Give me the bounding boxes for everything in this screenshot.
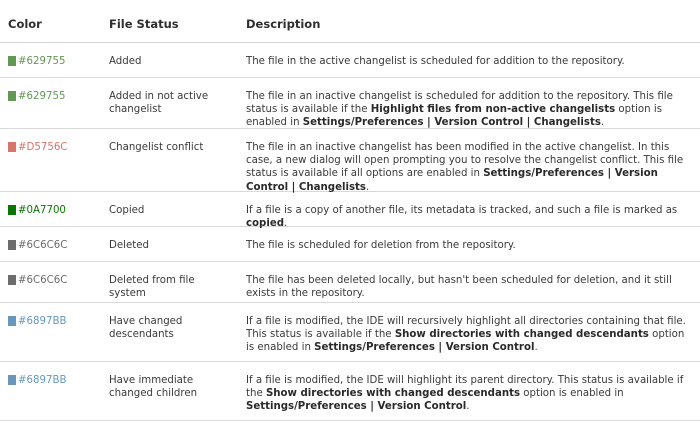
description-cell xyxy=(246,90,690,130)
file-status-cell: Deleted from file system xyxy=(109,275,195,300)
color-swatch xyxy=(8,205,16,215)
description-cell xyxy=(246,239,690,252)
description-emphasis: copied xyxy=(246,218,285,230)
color-cell xyxy=(8,374,66,387)
description-text: option is enabled in xyxy=(520,388,624,400)
table-header xyxy=(0,0,700,43)
table-row xyxy=(0,362,700,421)
color-hex-label: #6897BB xyxy=(18,375,67,386)
description-text: If a file is modified, the IDE will highlight its parent directory. This status is available if the xyxy=(246,375,684,400)
description-text: If a file is a copy of another file, its metadata is tracked, and such a file is marked as xyxy=(246,205,678,216)
description-text: option is enabled in xyxy=(246,104,663,129)
color-swatch xyxy=(8,375,16,385)
color-hex-label: #6897BB xyxy=(18,316,67,327)
description-text: The file in an inactive changelist is scheduled for addition to the repository. This file status is available if the xyxy=(246,91,673,116)
color-cell xyxy=(8,274,67,287)
color-cell xyxy=(8,204,66,217)
description-cell xyxy=(246,55,690,68)
description-emphasis: Show directories with changed descendants xyxy=(265,388,521,400)
description-emphasis: Settings/Preferences | Version Control xyxy=(314,342,535,354)
description-text: . xyxy=(365,181,370,193)
description-text: option is enabled in xyxy=(246,329,685,354)
table-row xyxy=(0,43,700,78)
color-cell xyxy=(8,315,66,328)
file-status-cell: Added xyxy=(109,56,142,67)
color-cell xyxy=(8,90,65,103)
description-text: . xyxy=(466,401,470,413)
file-status-cell: Added in not active changelist xyxy=(109,91,209,116)
table-row xyxy=(0,192,700,230)
color-hex-label: #D5756C xyxy=(18,142,68,153)
table-row xyxy=(0,303,700,362)
description-text: The file has been deleted locally, but hasn't been scheduled for deletion, and it still exists in the repository. xyxy=(246,275,672,300)
table-row xyxy=(0,129,700,192)
description-text: If a file is modified, the IDE will recursively highlight all directories containing that file. This status is available if the xyxy=(246,316,686,341)
description-emphasis: Settings/Preferences | Version Control | Changelists xyxy=(302,117,601,129)
description-emphasis: Highlight files from non-active changelists xyxy=(370,104,616,116)
description-text: The file is scheduled for deletion from the repository. xyxy=(246,240,516,251)
description-cell xyxy=(246,274,690,300)
table-row xyxy=(0,262,700,303)
file-status-cell: Copied xyxy=(109,205,145,216)
header-color: Color xyxy=(8,17,42,31)
description-emphasis: Settings/Preferences | Version Control xyxy=(246,401,467,413)
color-cell xyxy=(8,55,65,68)
color-hex-label: #6C6C6C xyxy=(18,240,68,251)
description-cell xyxy=(246,141,690,194)
description-emphasis: Show directories with changed descendants xyxy=(394,329,649,341)
description-cell xyxy=(246,374,690,414)
description-text: . xyxy=(600,117,605,129)
description-emphasis: Settings/Preferences | Version Control | Changelists xyxy=(246,168,658,193)
table-row xyxy=(0,227,700,262)
table-row xyxy=(0,78,700,129)
description-text: The file in the active changelist is scheduled for addition to the repository. xyxy=(246,56,625,67)
description-text: . xyxy=(284,218,288,230)
table-body xyxy=(0,43,700,421)
description-text: . xyxy=(534,342,538,354)
description-cell xyxy=(246,315,690,355)
file-status-cell: Deleted xyxy=(109,240,149,251)
color-swatch xyxy=(8,142,16,152)
file-status-cell: Changelist conflict xyxy=(109,142,204,153)
color-hex-label: #629755 xyxy=(18,91,66,102)
file-status-cell: Have immediate changed children xyxy=(109,375,198,400)
color-hex-label: #0A7700 xyxy=(18,205,66,216)
color-hex-label: #6C6C6C xyxy=(18,275,68,286)
color-hex-label: #629755 xyxy=(18,56,66,67)
color-cell xyxy=(8,239,67,252)
header-description: Description xyxy=(246,17,321,31)
color-swatch xyxy=(8,56,16,66)
color-swatch xyxy=(8,91,16,101)
header-file-status: File Status xyxy=(109,17,179,31)
color-swatch xyxy=(8,316,16,326)
file-status-cell: Have changed descendants xyxy=(109,316,183,341)
color-swatch xyxy=(8,240,16,250)
color-swatch xyxy=(8,275,16,285)
color-cell xyxy=(8,141,67,154)
description-text: The file in an inactive changelist has been modified in the active changelist. In this case, a new dialog will open prompting you to resolve the changelist conflict. This file status is available if all options are enabled in xyxy=(246,142,684,180)
